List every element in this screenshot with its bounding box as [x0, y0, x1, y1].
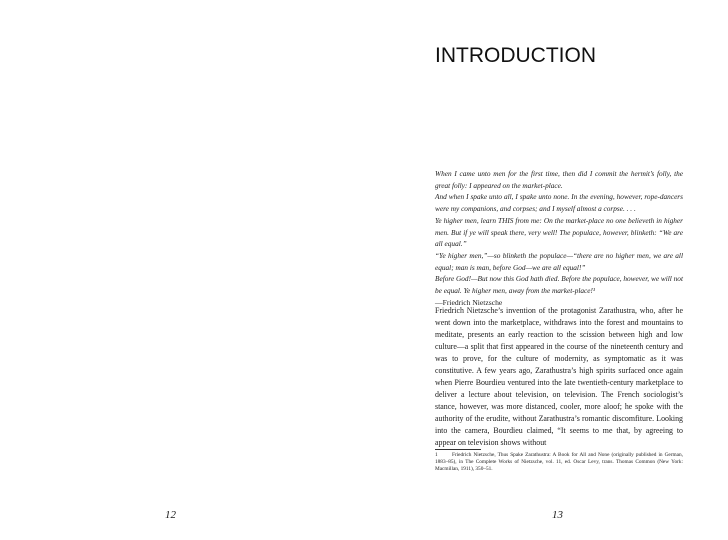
epigraph-paragraph: And when I spake unto all, I spake unto none. In the evening, however, rope-dancers were my companions, and corpses; and I myself almost a corpse. . . .	[435, 192, 683, 214]
epigraph-paragraph: “Ye higher men,”—so blinketh the populace—“there are no higher men, we are all equal; man is man, before God—we are all equal!”	[435, 250, 683, 272]
left-page-number: 12	[165, 509, 176, 521]
epigraph-paragraph: Ye higher men, learn THIS from me: On the market-place no one believeth in higher men. But if ye will speak there, very well! The populace, however, blinketh: “We are all equal.”	[435, 215, 683, 249]
footnote	[435, 452, 683, 474]
epigraph	[435, 168, 683, 308]
right-page-number: 13	[552, 509, 563, 521]
footnote-divider	[435, 449, 481, 450]
footnote-text: Friedrich Nietzsche, Thus Spake Zarathustra: A Book for All and None (originally published in German, 1883–85), in The Complete Works of Nietzsche, vol. 11, ed. Oscar Levy, trans. Thomas Common (New York: Macmillan, 1911), 350–51.	[435, 452, 683, 473]
epigraph-paragraph: Before God!—But now this God hath died. Before the populace, however, we will not be equal. Ye higher men, away from the market-place!¹	[435, 274, 683, 296]
chapter-title: INTRODUCTION	[435, 44, 596, 67]
epigraph-attribution: —Friedrich Nietzsche	[435, 297, 503, 307]
footnote-number: 1	[435, 452, 438, 458]
epigraph-paragraph: When I came unto men for the first time, then did I commit the hermit’s folly, the great folly: I appeared on the market-place.	[435, 169, 683, 190]
body-paragraph: Friedrich Nietzsche’s invention of the protagonist Zarathustra, who, after he went down into the marketplace, withdraws into the forest and mountains to meditate, presents an early reaction to the scission between high and low culture—a split that first appeared in the course of the nineteenth century and was to prove, for the culture of modernity, as symptomatic as it was constitutive. A few years ago, Zarathustra’s high spirits surfaced once again when Pierre Bourdieu ventured into the late twentieth-century marketplace to deliver a lecture about television, on television. The French sociologist’s stance, however, was more distanced, cooler, more aloof; he spoke with the authority of the erudite, without Zarathustra’s romantic discomfiture. Looking into the camera, Bourdieu claimed, “It seems to me that, by agreeing to appear on television shows without	[435, 306, 683, 447]
body-text	[435, 305, 683, 449]
